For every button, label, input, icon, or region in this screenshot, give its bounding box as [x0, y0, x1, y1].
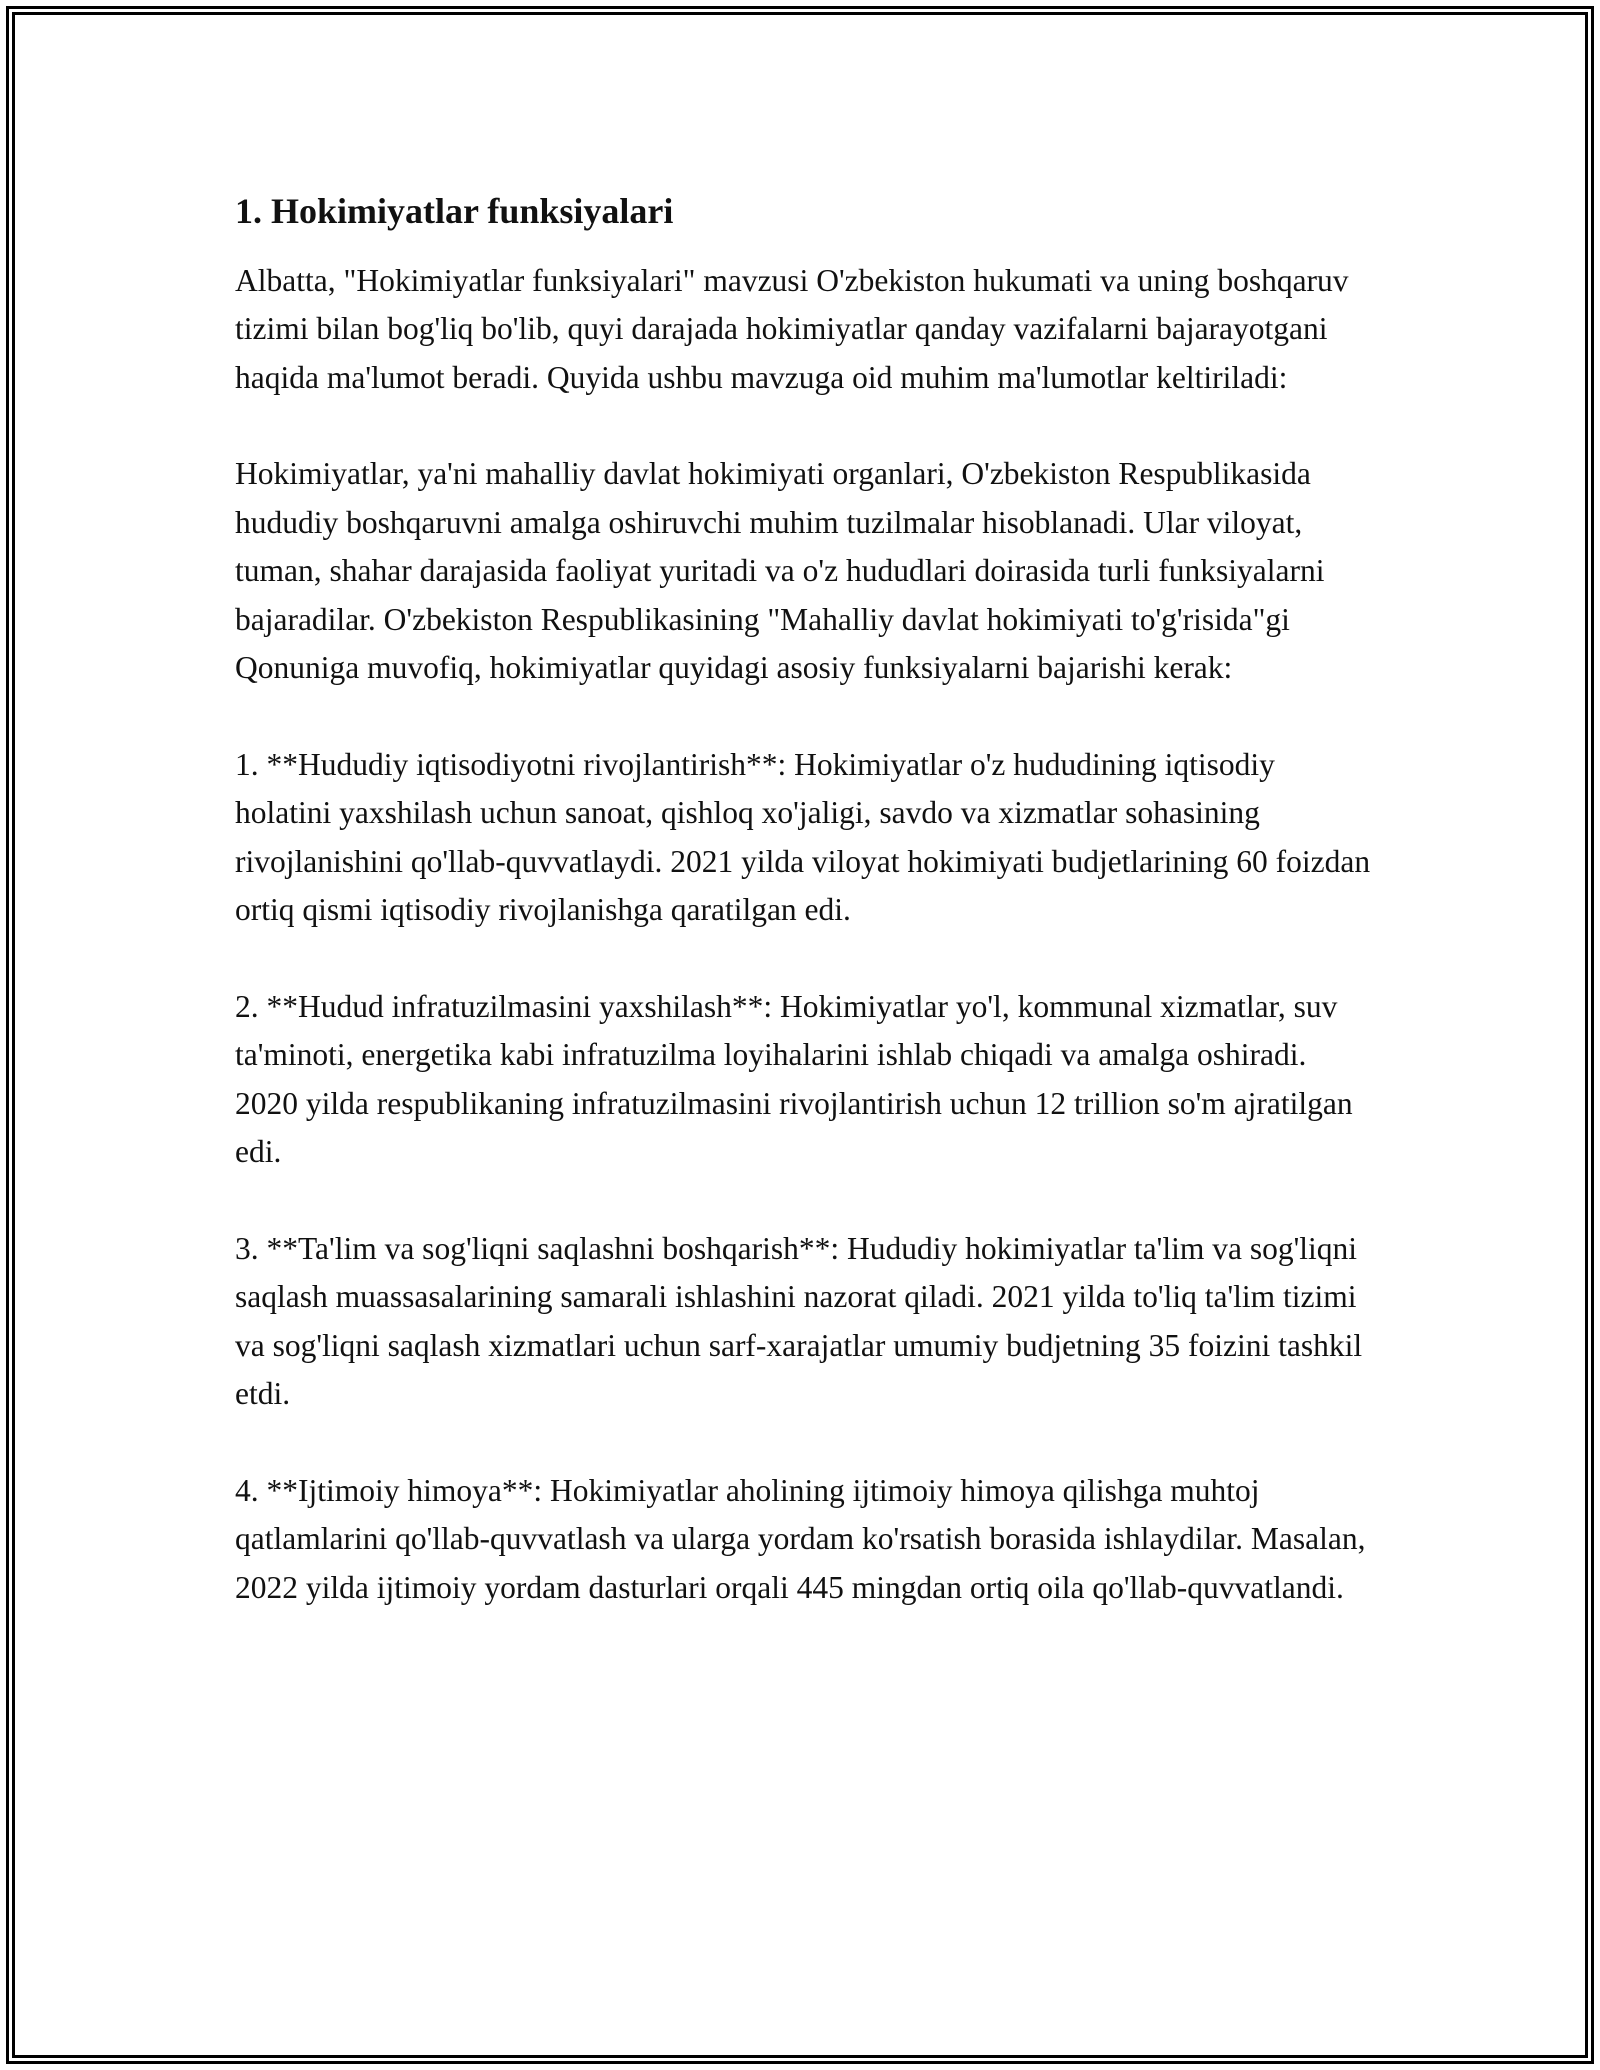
function-item-1: 1. **Hududiy iqtisodiyotni rivojlantirish**: Hokimiyatlar o'z hududining iqtisodiy holatini yaxshilash uchun sanoat, qishloq xo'jaligi, savdo va xizmatlar sohasining rivojlanishini qo'llab-quvvatlaydi. 2021 yilda viloyat hokimiyati budjetlarining 60 foizdan ortiq qismi iqtisodiy rivojlanishga qaratilgan edi. [235, 746, 1371, 928]
function-item-3: 3. **Ta'lim va sog'liqni saqlashni boshqarish**: Hududiy hokimiyatlar ta'lim va sog'liqni saqlash muassasalarining samarali ishlashini nazorat qiladi. 2021 yilda to'liq ta'lim tizimi va sog'liqni saqlash xizmatlari uchun sarf-xarajatlar umumiy budjetning 35 foizini tashkil etdi. [235, 1230, 1363, 1412]
context-paragraph: Hokimiyatlar, ya'ni mahalliy davlat hokimiyati organlari, O'zbekiston Respublikasida hududiy boshqaruvni amalga oshiruvchi muhim tuzilmalar hisoblanadi. Ular viloyat, tuman, shahar darajasida faoliyat yuritadi va o'z hududlari doirasida turli funksiyalarni bajaradilar. O'zbekiston Respublikasining "Mahalliy davlat hokimiyati to'g'risida"gi Qonuniga muvofiq, hokimiyatlar quyidagi asosiy funksiyalarni bajarishi kerak: [235, 456, 1325, 686]
intro-paragraph: Albatta, "Hokimiyatlar funksiyalari" mavzusi O'zbekiston hukumati va uning boshqaruv tizimi bilan bog'liq bo'lib, quyi darajada hokimiyatlar qanday vazifalarni bajarayotgani haqida ma'lumot beradi. Quyida ushbu mavzuga oid muhim ma'lumotlar keltiriladi: [235, 262, 1349, 395]
function-item-4: 4. **Ijtimoiy himoya**: Hokimiyatlar aholining ijtimoiy himoya qilishga muhtoj qatlamlarini qo'llab-quvvatlash va ularga yordam ko'rsatish borasida ishlaydilar. Masalan, 2022 yilda ijtimoiy yordam dasturlari orqali 445 mingdan ortiq oila qo'llab-quvvatlandi. [235, 1472, 1366, 1605]
document-title: 1. Hokimiyatlar funksiyalari [235, 191, 674, 231]
function-item-2: 2. **Hudud infratuzilmasini yaxshilash**: Hokimiyatlar yo'l, kommunal xizmatlar, suv ta'minoti, energetika kabi infratuzilma loyihalarini ishlab chiqadi va amalga oshiradi. 2020 yilda respublikaning infratuzilmasini rivojlantirish uchun 12 trillion so'm ajratilgan edi. [235, 988, 1353, 1170]
document-body [235, 188, 1375, 1612]
